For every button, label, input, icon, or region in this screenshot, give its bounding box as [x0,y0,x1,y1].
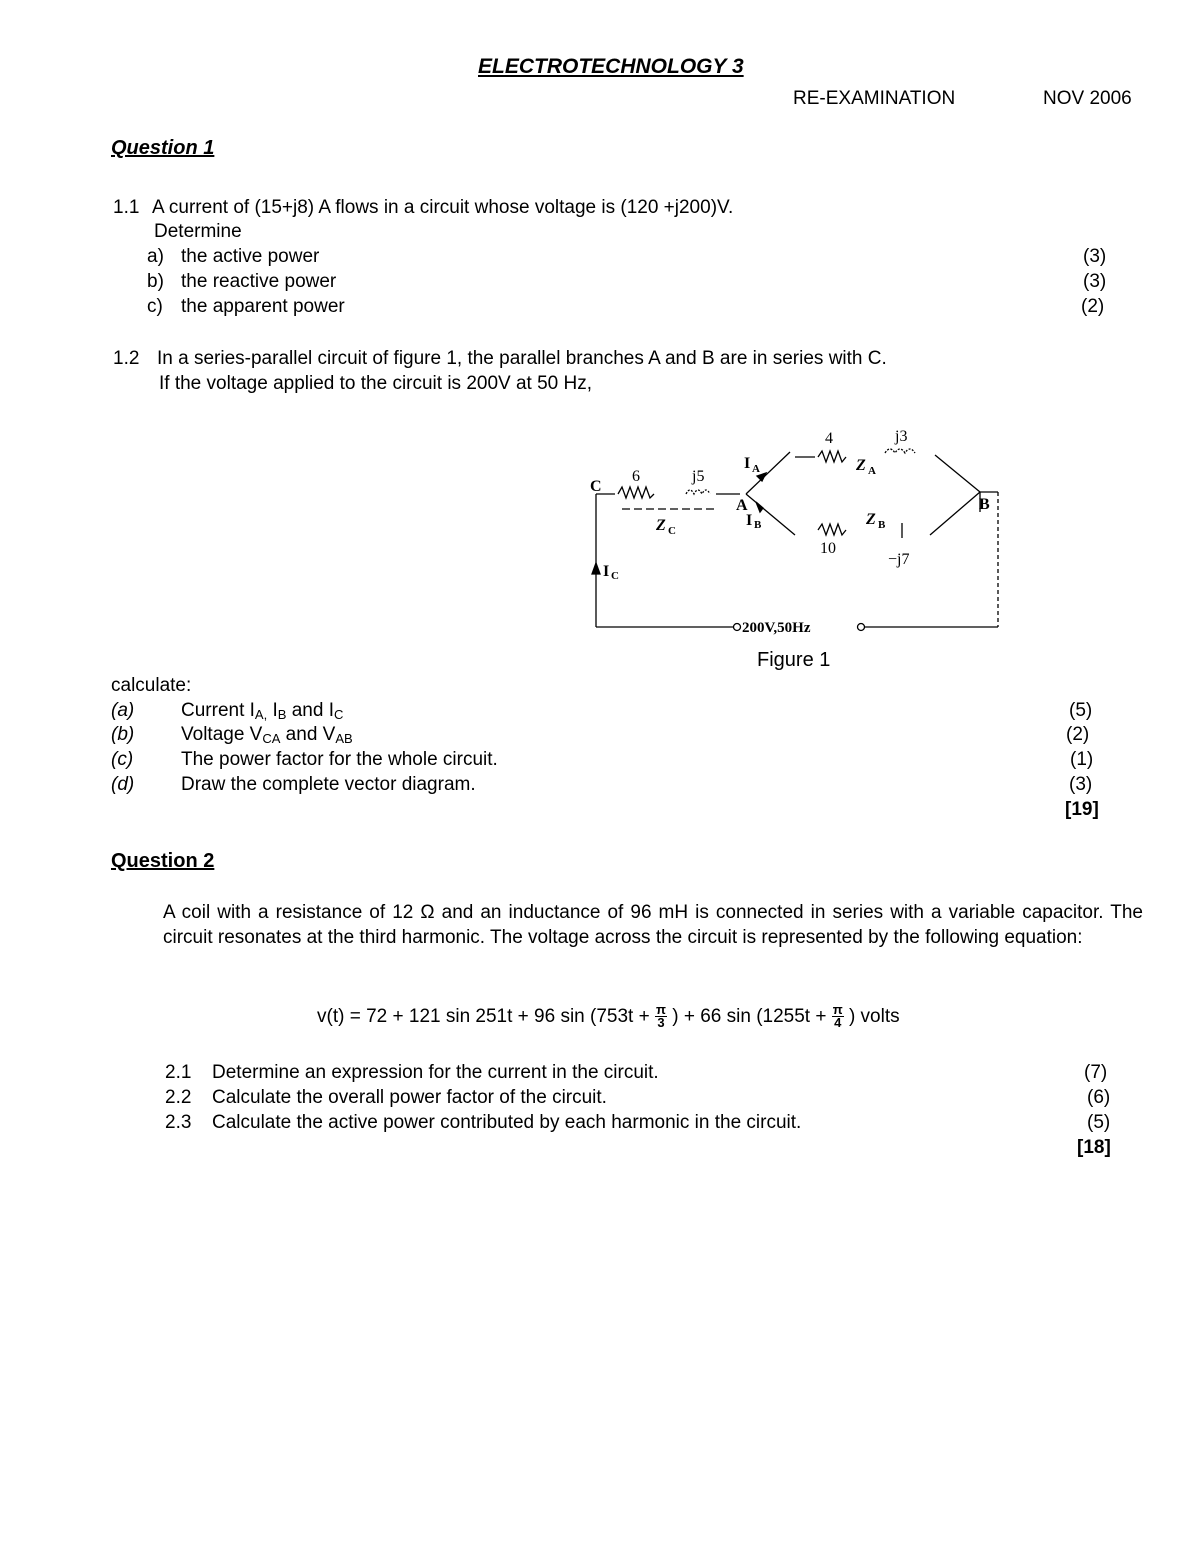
q2-item-number: 2.1 [165,1062,192,1083]
ic-label: I [603,563,610,580]
q1-2-number: 1.2 [113,348,140,369]
arrow-ib [756,502,763,512]
fraction-pi-3: $\frac{\pi}{3}$ [656,1002,666,1031]
q2-item-number: 2.2 [165,1087,192,1108]
ib-label: I [746,512,753,529]
inductor-za [885,449,915,453]
q1-1-item-text: the reactive power [181,271,337,292]
q1-1-item-label: c) [147,296,163,317]
zc-label: Z [656,517,666,534]
q1-1-item-text: the active power [181,246,320,267]
ib-label-sub: B [754,519,762,531]
za-label-sub: A [868,465,876,477]
wire-a-down [935,455,980,492]
q2-item-text: Calculate the active power contributed by each harmonic in the circuit. [212,1112,802,1133]
node-c-label: C [590,478,602,495]
q1-1-item-label: b) [147,271,164,292]
q2-item-marks: (6) [1087,1087,1111,1108]
q1-1-number: 1.1 [113,197,140,218]
q1-2-part-marks: (2) [1066,724,1090,745]
q1-2-part-text: The power factor for the whole circuit. [181,749,498,770]
source-terminal-right [858,624,865,631]
inductor-zc [686,490,710,494]
source-label: 200V,50Hz [742,620,811,636]
resistor-za [818,451,846,462]
ic-label-sub: C [611,570,619,582]
question-1-total: [19] [1065,799,1099,820]
zb-label-sub: B [878,519,886,531]
zb-label: Z [866,511,876,528]
q1-2-part-marks: (1) [1070,749,1094,770]
za-label: Z [856,457,866,474]
ia-label: I [744,455,751,472]
question-2-total: [18] [1077,1137,1111,1158]
exam-date: NOV 2006 [1043,88,1132,109]
zc-reactance-label: j5 [692,468,705,485]
q2-item-number: 2.3 [165,1112,192,1133]
q1-1-item-label: a) [147,246,164,267]
q1-2-line1: In a series-parallel circuit of figure 1, the parallel branches A and B are in series with C. [157,348,887,369]
resistor-zc [618,487,654,498]
q1-2-part-marks: (5) [1069,700,1093,721]
zc-resistance-label: 6 [632,468,640,485]
arrow-ic [592,563,600,574]
za-reactance-label: j3 [895,428,908,445]
node-b-label: B [979,496,990,513]
wire-b-up [930,492,980,535]
q2-paragraph: A coil with a resistance of 12 Ω and an inductance of 96 mH is connected in series with a variable capacitor. The circuit resonates at the third harmonic. The voltage across the circuit is represented by the following equation: [163,902,1143,948]
document-title: ELECTROTECHNOLOGY 3 [478,55,744,78]
zb-resistance-label: 10 [820,540,836,557]
q1-1-text: A current of (15+j8) A flows in a circuit whose voltage is (120 +j200)V. [152,197,734,218]
q1-2-part-label: (c) [111,749,134,770]
q2-item-marks: (7) [1084,1062,1108,1083]
ia-label-sub: A [752,463,760,475]
q1-2-part-label: (a) [111,700,135,721]
q1-2-line2: If the voltage applied to the circuit is 200V at 50 Hz, [159,373,593,394]
q1-1-determine: Determine [154,221,242,242]
node-a-label: A [736,497,748,514]
q2-item-marks: (5) [1087,1112,1111,1133]
fraction-pi-4: $\frac{\pi}{4}$ [832,1002,843,1031]
q2-item-text: Determine an expression for the current in the circuit. [212,1062,659,1083]
q2-equation: v(t) = 72 + 121 sin 251t + 96 sin (753t + $\frac{\pi}{3}$ ) + 66 sin (1255t + $\frac{\pi}{4}$ ) volts [317,1002,900,1031]
q1-2-part-text: Current $I_{A,}$ $I_B$ and $I_C$ [181,700,344,722]
question-2-heading: Question 2 [111,850,215,872]
zc-label-sub: C [668,525,676,537]
question-1-heading: Question 1 [111,137,215,159]
figure-caption: Figure 1 [757,649,831,671]
q1-2-part-text: Draw the complete vector diagram. [181,774,476,795]
q1-1-item-marks: (2) [1081,296,1105,317]
resistor-zb [818,524,846,535]
exam-type: RE-EXAMINATION [793,88,956,109]
source-terminal-left [734,624,741,631]
q1-1-item-marks: (3) [1083,246,1107,267]
circuit-diagram [0,0,1200,700]
q1-2-part-label: (b) [111,724,135,745]
zb-reactance-label: −j7 [888,551,910,568]
za-resistance-label: 4 [825,430,833,447]
q1-2-part-text: Voltage $V_{CA}$ and $V_{AB}$ [181,724,353,746]
q1-2-calculate: calculate: [111,675,192,696]
q1-2-part-label: (d) [111,774,135,795]
q1-1-item-marks: (3) [1083,271,1107,292]
q1-1-item-text: the apparent power [181,296,345,317]
q2-item-text: Calculate the overall power factor of the circuit. [212,1087,607,1108]
q1-2-part-marks: (3) [1069,774,1093,795]
